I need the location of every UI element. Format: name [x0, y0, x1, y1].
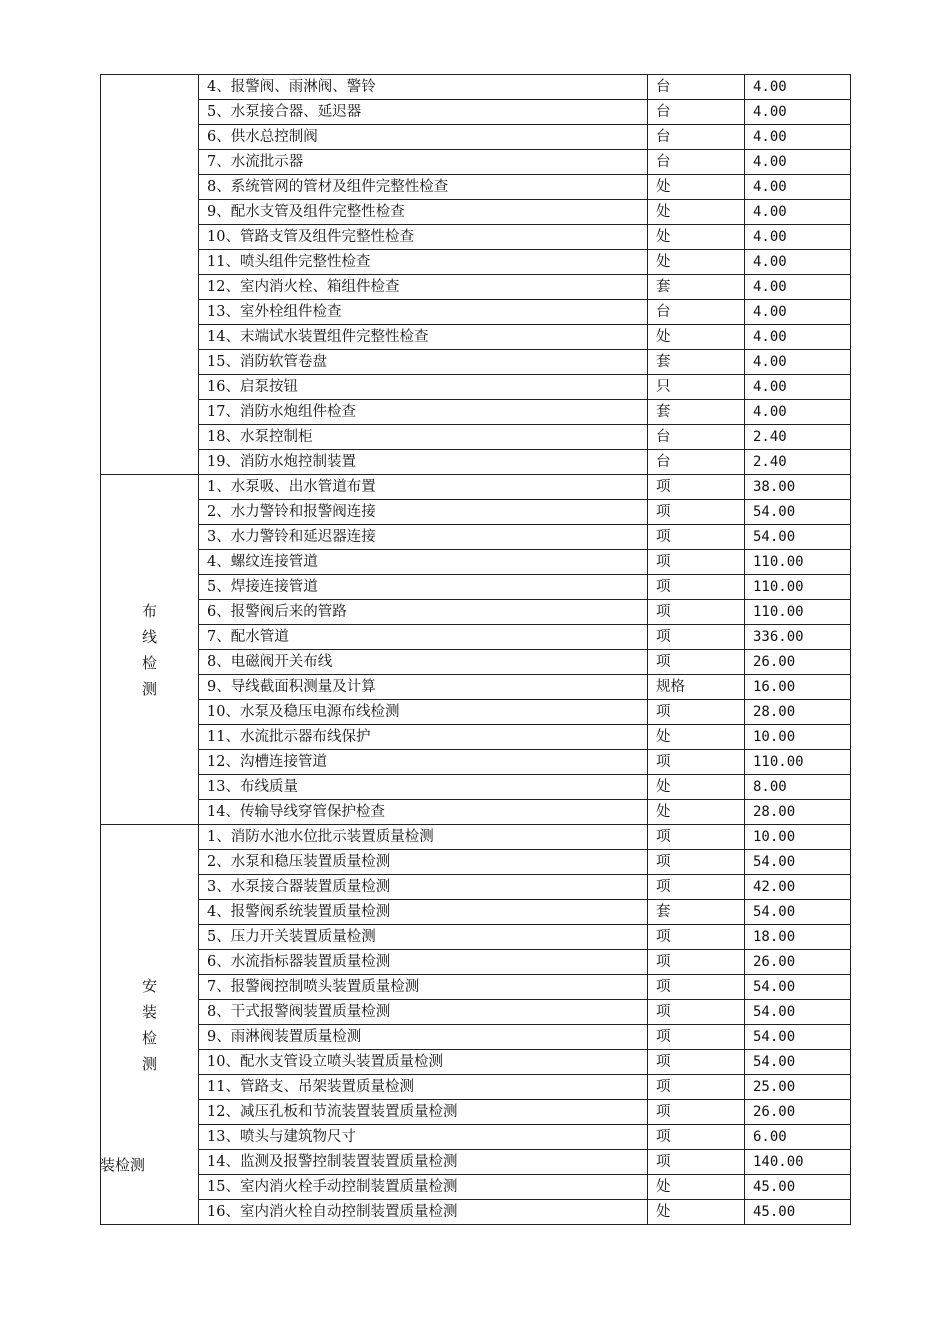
item-name-cell: 11、水流批示器布线保护	[199, 725, 648, 750]
item-value-cell: 4.00	[745, 350, 851, 375]
item-unit-cell: 项	[648, 1025, 745, 1050]
item-unit-cell: 项	[648, 1050, 745, 1075]
table-row	[101, 125, 851, 150]
table-row	[101, 1025, 851, 1050]
item-unit-cell: 项	[648, 1075, 745, 1100]
item-unit-cell: 项	[648, 600, 745, 625]
item-name-cell: 13、布线质量	[199, 775, 648, 800]
item-value-cell: 54.00	[745, 1025, 851, 1050]
item-name-cell: 12、室内消火栓、箱组件检查	[199, 275, 648, 300]
item-value-cell: 4.00	[745, 325, 851, 350]
item-value-cell: 54.00	[745, 975, 851, 1000]
item-value-cell: 4.00	[745, 125, 851, 150]
item-value-cell: 4.00	[745, 275, 851, 300]
item-unit-cell: 处	[648, 250, 745, 275]
side-category-label: 装检测	[100, 1156, 146, 1174]
item-unit-cell: 处	[648, 1175, 745, 1200]
item-name-cell: 10、水泵及稳压电源布线检测	[199, 700, 648, 725]
item-name-cell: 13、喷头与建筑物尺寸	[199, 1125, 648, 1150]
table-row	[101, 950, 851, 975]
item-name-cell: 1、消防水池水位批示装置质量检测	[199, 825, 648, 850]
item-unit-cell: 台	[648, 425, 745, 450]
item-name-cell: 14、末端试水装置组件完整性检查	[199, 325, 648, 350]
item-value-cell: 26.00	[745, 650, 851, 675]
item-value-cell: 26.00	[745, 1100, 851, 1125]
item-unit-cell: 项	[648, 925, 745, 950]
table-row	[101, 600, 851, 625]
item-name-cell: 7、水流批示器	[199, 150, 648, 175]
item-unit-cell: 项	[648, 1000, 745, 1025]
table-row	[101, 175, 851, 200]
table-row	[101, 825, 851, 850]
item-name-cell: 17、消防水炮组件检查	[199, 400, 648, 425]
table-row	[101, 75, 851, 100]
table-row	[101, 700, 851, 725]
item-unit-cell: 只	[648, 375, 745, 400]
table-row	[101, 400, 851, 425]
item-value-cell: 16.00	[745, 675, 851, 700]
item-value-cell: 42.00	[745, 875, 851, 900]
item-value-cell: 110.00	[745, 600, 851, 625]
item-value-cell: 4.00	[745, 250, 851, 275]
item-value-cell: 4.00	[745, 175, 851, 200]
table-row	[101, 225, 851, 250]
item-unit-cell: 项	[648, 500, 745, 525]
item-name-cell: 5、水泵接合器、延迟器	[199, 100, 648, 125]
inspection-items-body	[101, 75, 851, 1225]
item-name-cell: 4、报警阀、雨淋阀、警铃	[199, 75, 648, 100]
table-row	[101, 725, 851, 750]
item-name-cell: 16、室内消火栓自动控制装置质量检测	[199, 1200, 648, 1225]
item-name-cell: 8、干式报警阀装置质量检测	[199, 1000, 648, 1025]
item-name-cell: 10、配水支管设立喷头装置质量检测	[199, 1050, 648, 1075]
table-row	[101, 325, 851, 350]
item-name-cell: 15、室内消火栓手动控制装置质量检测	[199, 1175, 648, 1200]
item-value-cell: 140.00	[745, 1150, 851, 1175]
item-unit-cell: 台	[648, 100, 745, 125]
table-row	[101, 525, 851, 550]
item-value-cell: 54.00	[745, 850, 851, 875]
item-unit-cell: 处	[648, 200, 745, 225]
item-value-cell: 4.00	[745, 100, 851, 125]
table-row	[101, 475, 851, 500]
item-unit-cell: 项	[648, 1150, 745, 1175]
item-unit-cell: 项	[648, 1100, 745, 1125]
item-unit-cell: 处	[648, 725, 745, 750]
table-row	[101, 500, 851, 525]
item-name-cell: 1、水泵吸、出水管道布置	[199, 475, 648, 500]
table-row	[101, 300, 851, 325]
item-unit-cell: 处	[648, 175, 745, 200]
table-row	[101, 775, 851, 800]
item-name-cell: 4、螺纹连接管道	[199, 550, 648, 575]
item-name-cell: 14、传输导线穿管保护检查	[199, 800, 648, 825]
item-name-cell: 18、水泵控制柜	[199, 425, 648, 450]
item-unit-cell: 项	[648, 875, 745, 900]
item-value-cell: 110.00	[745, 550, 851, 575]
table-row	[101, 1150, 851, 1175]
item-unit-cell: 台	[648, 300, 745, 325]
table-row	[101, 1175, 851, 1200]
table-row	[101, 800, 851, 825]
item-name-cell: 16、启泵按钮	[199, 375, 648, 400]
table-row	[101, 650, 851, 675]
item-value-cell: 4.00	[745, 225, 851, 250]
item-unit-cell: 台	[648, 150, 745, 175]
item-name-cell: 6、供水总控制阀	[199, 125, 648, 150]
item-name-cell: 2、水力警铃和报警阀连接	[199, 500, 648, 525]
item-value-cell: 54.00	[745, 900, 851, 925]
item-unit-cell: 台	[648, 450, 745, 475]
item-value-cell: 26.00	[745, 950, 851, 975]
item-value-cell: 110.00	[745, 750, 851, 775]
table-row	[101, 425, 851, 450]
item-unit-cell: 处	[648, 225, 745, 250]
category-cell	[101, 75, 199, 475]
item-value-cell: 45.00	[745, 1175, 851, 1200]
item-unit-cell: 处	[648, 800, 745, 825]
item-name-cell: 15、消防软管卷盘	[199, 350, 648, 375]
item-unit-cell: 台	[648, 75, 745, 100]
item-name-cell: 19、消防水炮控制装置	[199, 450, 648, 475]
item-unit-cell: 项	[648, 475, 745, 500]
item-unit-cell: 项	[648, 825, 745, 850]
inspection-items-table	[100, 74, 851, 1225]
item-unit-cell: 项	[648, 625, 745, 650]
category-label: 安装检测	[141, 976, 157, 1073]
item-value-cell: 54.00	[745, 1000, 851, 1025]
item-unit-cell: 项	[648, 950, 745, 975]
item-value-cell: 4.00	[745, 150, 851, 175]
item-name-cell: 9、雨淋阀装置质量检测	[199, 1025, 648, 1050]
item-value-cell: 10.00	[745, 725, 851, 750]
item-name-cell: 6、水流指标器装置质量检测	[199, 950, 648, 975]
item-value-cell: 4.00	[745, 300, 851, 325]
item-unit-cell: 项	[648, 525, 745, 550]
table-row	[101, 1200, 851, 1225]
table-row	[101, 450, 851, 475]
table-row	[101, 575, 851, 600]
item-value-cell: 2.40	[745, 425, 851, 450]
table-row	[101, 150, 851, 175]
item-name-cell: 11、喷头组件完整性检查	[199, 250, 648, 275]
item-name-cell: 7、报警阀控制喷头装置质量检测	[199, 975, 648, 1000]
item-name-cell: 9、导线截面积测量及计算	[199, 675, 648, 700]
table-row	[101, 550, 851, 575]
table-row	[101, 375, 851, 400]
item-value-cell: 54.00	[745, 525, 851, 550]
item-value-cell: 4.00	[745, 375, 851, 400]
table-row	[101, 1125, 851, 1150]
category-label: 布线检测	[141, 601, 157, 698]
item-name-cell: 5、焊接连接管道	[199, 575, 648, 600]
table-row	[101, 275, 851, 300]
item-value-cell: 4.00	[745, 75, 851, 100]
item-name-cell: 2、水泵和稳压装置质量检测	[199, 850, 648, 875]
item-unit-cell: 项	[648, 575, 745, 600]
item-value-cell: 10.00	[745, 825, 851, 850]
item-value-cell: 28.00	[745, 700, 851, 725]
item-unit-cell: 台	[648, 125, 745, 150]
item-value-cell: 45.00	[745, 1200, 851, 1225]
table-row	[101, 1100, 851, 1125]
item-unit-cell: 项	[648, 700, 745, 725]
item-value-cell: 25.00	[745, 1075, 851, 1100]
item-unit-cell: 项	[648, 650, 745, 675]
item-value-cell: 18.00	[745, 925, 851, 950]
table-row	[101, 1000, 851, 1025]
item-unit-cell: 套	[648, 350, 745, 375]
item-value-cell: 54.00	[745, 500, 851, 525]
item-unit-cell: 处	[648, 1200, 745, 1225]
item-unit-cell: 规格	[648, 675, 745, 700]
item-unit-cell: 套	[648, 900, 745, 925]
table-row	[101, 1050, 851, 1075]
item-unit-cell: 项	[648, 850, 745, 875]
table-row	[101, 100, 851, 125]
item-name-cell: 9、配水支管及组件完整性检查	[199, 200, 648, 225]
table-row	[101, 850, 851, 875]
item-value-cell: 336.00	[745, 625, 851, 650]
table-row	[101, 925, 851, 950]
item-unit-cell: 套	[648, 275, 745, 300]
item-name-cell: 12、减压孔板和节流装置装置质量检测	[199, 1100, 648, 1125]
item-unit-cell: 项	[648, 1125, 745, 1150]
item-name-cell: 12、沟槽连接管道	[199, 750, 648, 775]
item-value-cell: 38.00	[745, 475, 851, 500]
item-value-cell: 110.00	[745, 575, 851, 600]
item-name-cell: 5、压力开关装置质量检测	[199, 925, 648, 950]
item-name-cell: 11、管路支、吊架装置质量检测	[199, 1075, 648, 1100]
item-unit-cell: 套	[648, 400, 745, 425]
item-unit-cell: 项	[648, 975, 745, 1000]
table-row	[101, 200, 851, 225]
item-value-cell: 8.00	[745, 775, 851, 800]
table-row	[101, 900, 851, 925]
item-value-cell: 4.00	[745, 400, 851, 425]
item-name-cell: 6、报警阀后来的管路	[199, 600, 648, 625]
item-unit-cell: 处	[648, 775, 745, 800]
item-name-cell: 3、水泵接合器装置质量检测	[199, 875, 648, 900]
table-row	[101, 350, 851, 375]
table-row	[101, 675, 851, 700]
table-row	[101, 1075, 851, 1100]
item-value-cell: 54.00	[745, 1050, 851, 1075]
item-value-cell: 28.00	[745, 800, 851, 825]
item-unit-cell: 项	[648, 750, 745, 775]
item-name-cell: 8、电磁阀开关布线	[199, 650, 648, 675]
item-name-cell: 14、监测及报警控制装置装置质量检测	[199, 1150, 648, 1175]
item-unit-cell: 项	[648, 550, 745, 575]
table-row	[101, 625, 851, 650]
item-value-cell: 2.40	[745, 450, 851, 475]
item-name-cell: 3、水力警铃和延迟器连接	[199, 525, 648, 550]
item-name-cell: 7、配水管道	[199, 625, 648, 650]
category-cell	[101, 475, 199, 825]
item-unit-cell: 处	[648, 325, 745, 350]
item-name-cell: 13、室外栓组件检查	[199, 300, 648, 325]
table-row	[101, 750, 851, 775]
item-value-cell: 4.00	[745, 200, 851, 225]
item-name-cell: 10、管路支管及组件完整性检查	[199, 225, 648, 250]
item-value-cell: 6.00	[745, 1125, 851, 1150]
item-name-cell: 4、报警阀系统装置质量检测	[199, 900, 648, 925]
table-row	[101, 875, 851, 900]
table-row	[101, 250, 851, 275]
item-name-cell: 8、系统管网的管材及组件完整性检查	[199, 175, 648, 200]
table-row	[101, 975, 851, 1000]
